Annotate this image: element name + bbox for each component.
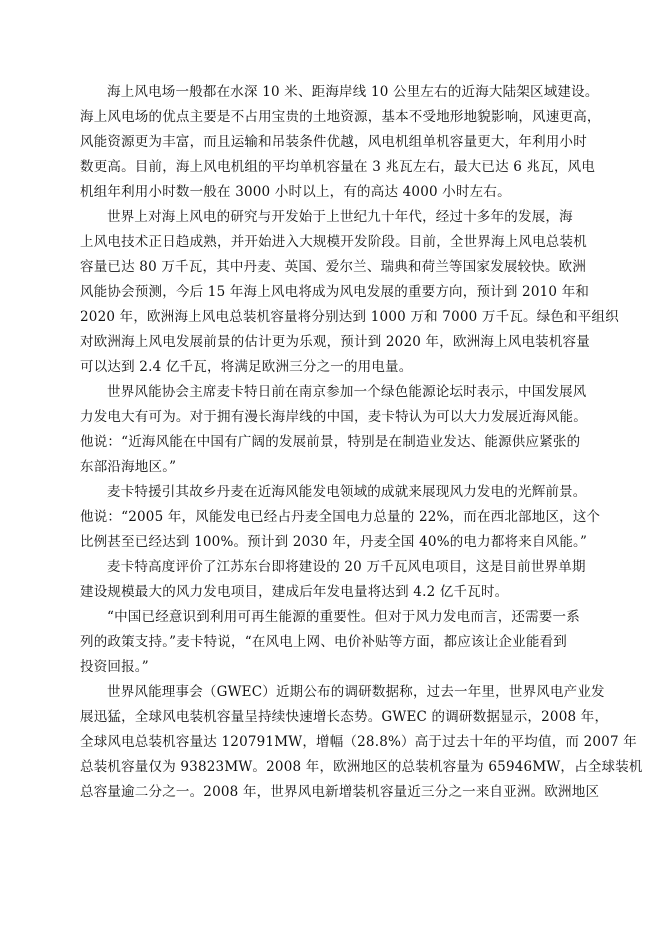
text-line: 世界风能理事会（GWEC）近期公布的调研数据称，过去一年里，世界风电产业发 (107, 684, 605, 700)
text-line: 建设规模最大的风力发电项目，建成后年发电量将达到 4.2 亿千瓦时。 (80, 584, 509, 600)
text-line: 可以达到 2.4 亿千瓦，将满足欧洲三分之一的用电量。 (80, 359, 413, 375)
text-line: 麦卡特高度评价了江苏东台即将建设的 20 万千瓦风电项目，这是目前世界单期 (107, 559, 586, 575)
text-line: 风能资源更为丰富，而且运输和吊装条件优越，风电机组单机容量更大，年利用小时 (80, 134, 587, 150)
text-line: “中国已经意识到利用可再生能源的重要性。但对于风力发电而言，还需要一系 (107, 609, 580, 625)
text-line: 世界上对海上风电的研究与开发始于上世纪九十年代，经过十多年的发展，海 (107, 209, 573, 225)
document-body (80, 80, 643, 805)
text-line: 2020 年，欧洲海上风电总装机容量将分别达到 1000 万和 7000 万千瓦。绿色和平组织 (80, 309, 619, 325)
paragraph (80, 480, 601, 555)
text-line: 总容量逾二分之一。2008 年，世界风电新增装机容量近三分之一来自亚洲。欧洲地区 (80, 784, 600, 800)
text-line: 投资回报。” (80, 659, 149, 675)
text-line: 容量已达 80 万千瓦，其中丹麦、英国、爱尔兰、瑞典和荷兰等国家发展较快。欧洲 (80, 259, 587, 275)
text-line: 列的政策支持。”麦卡特说，“在风电上网、电价补贴等方面，都应该让企业能看到 (80, 634, 567, 650)
text-line: 展迅猛，全球风电装机容量呈持续快速增长态势。GWEC 的调研数据显示，2008 年， (80, 709, 609, 725)
paragraph (80, 680, 643, 805)
text-line: 海上风电场一般都在水深 10 米、距海岸线 10 公里左右的近海大陆架区域建设。 (107, 84, 599, 100)
text-line: 海上风电场的优点主要是不占用宝贵的土地资源，基本不受地形地貌影响，风速更高， (80, 109, 601, 125)
text-line: 数更高。目前，海上风电机组的平均单机容量在 3 兆瓦左右，最大已达 6 兆瓦，风电 (80, 159, 596, 175)
text-line: 世界风能协会主席麦卡特日前在南京参加一个绿色能源论坛时表示，中国发展风 (107, 384, 587, 400)
text-line: 风能协会预测，今后 15 年海上风电将成为风电发展的重要方向，预计到 2010 年和 (80, 284, 590, 300)
text-line: 比例甚至已经达到 100%。预计到 2030 年，丹麦全国 40%的电力都将来自风能。” (80, 534, 588, 550)
text-line: 他说：“2005 年，风能发电已经占丹麦全国电力总量的 22%，而在西北部地区，这个 (80, 509, 601, 525)
text-line: 对欧洲海上风电发展前景的估计更为乐观，预计到 2020 年，欧洲海上风电装机容量 (80, 334, 590, 350)
text-line: 上风电技术正日趋成熟，并开始进入大规模开发阶段。目前，全世界海上风电总装机 (80, 234, 587, 250)
paragraph (80, 80, 601, 205)
paragraph (80, 380, 587, 480)
paragraph (80, 605, 580, 680)
text-line: 全球风电总装机容量达 120791MW，增幅（28.8%）高于过去十年的平均值，而 2007 年 (80, 734, 637, 750)
paragraph (80, 555, 586, 605)
text-line: 麦卡特援引其故乡丹麦在近海风能发电领域的成就来展现风力发电的光辉前景。 (107, 484, 587, 500)
text-line: 他说：“近海风能在中国有广阔的发展前景，特别是在制造业发达、能源供应紧张的 (80, 434, 581, 450)
text-line: 东部沿海地区。” (80, 459, 177, 475)
text-line: 机组年利用小时数一般在 3000 小时以上，有的高达 4000 小时左右。 (80, 184, 511, 200)
text-line: 总装机容量仅为 93823MW。2008 年，欧洲地区的总装机容量为 65946MW，占全球装机 (80, 759, 643, 775)
text-line: 力发电大有可为。对于拥有漫长海岸线的中国，麦卡特认为可以大力发展近海风能。 (80, 409, 587, 425)
paragraph (80, 205, 619, 380)
